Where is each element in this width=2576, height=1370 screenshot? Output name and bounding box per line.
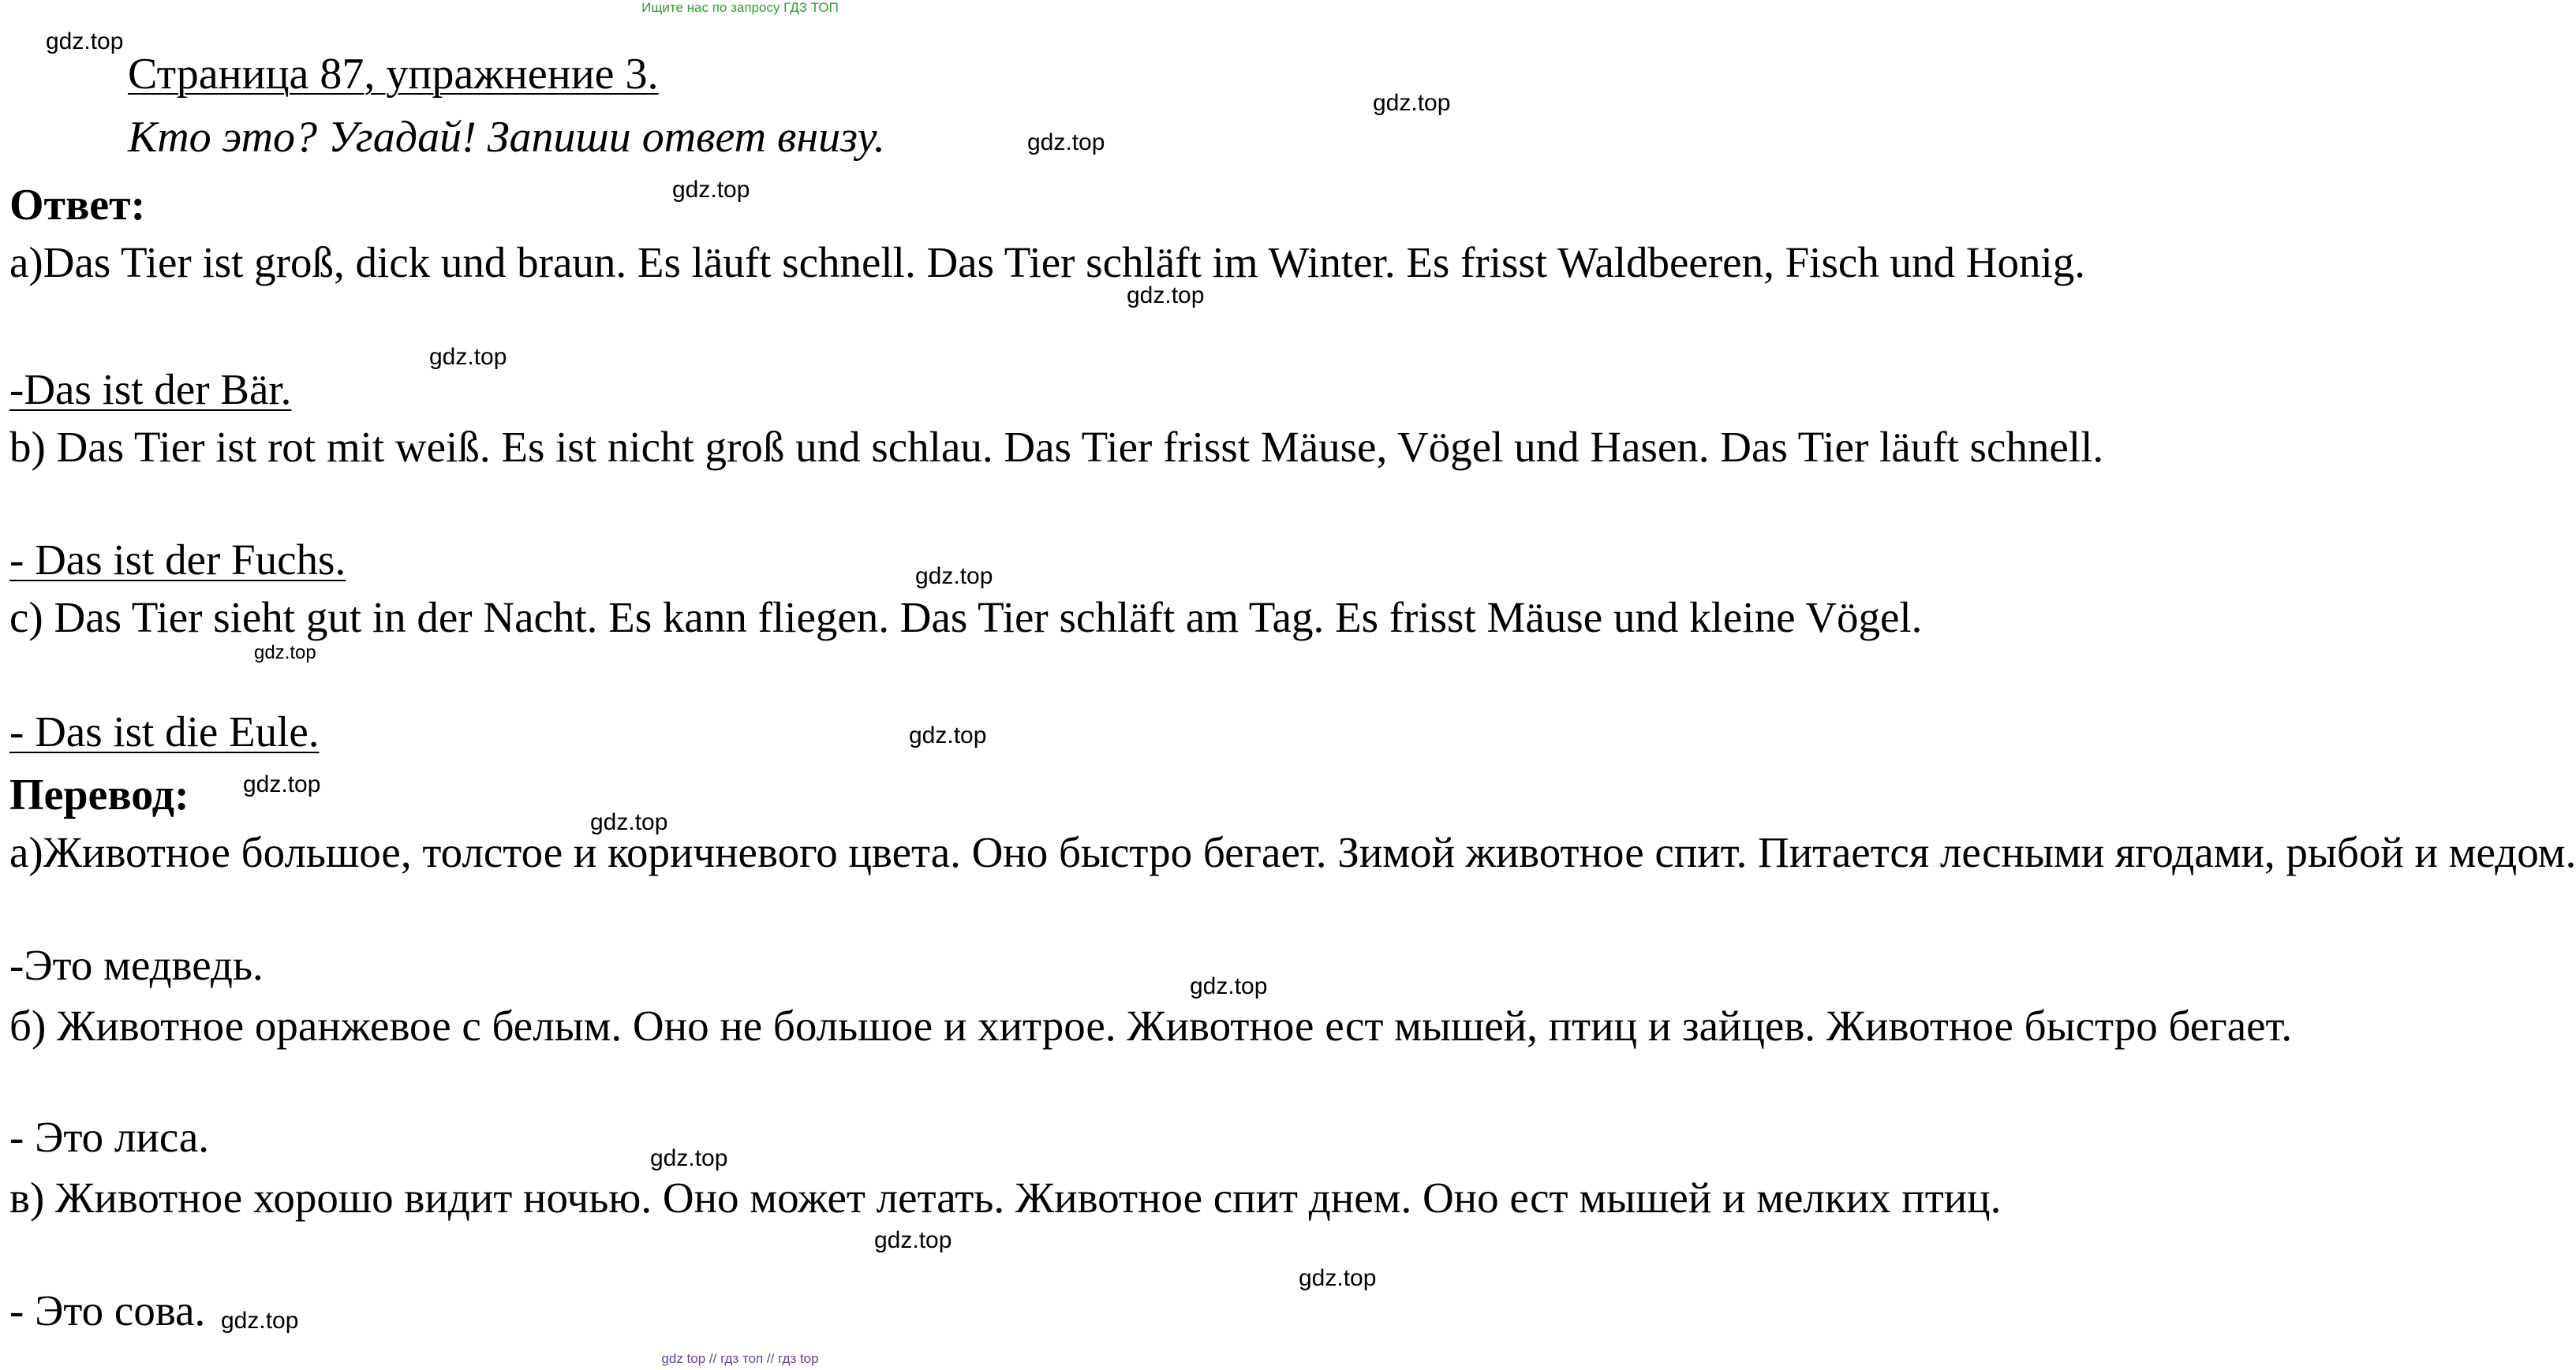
watermark: gdz.top <box>221 1308 299 1334</box>
watermark: gdz.top <box>915 563 993 589</box>
answer-c-solution: - Das ist die Eule. <box>9 707 320 756</box>
watermark: gdz.top <box>1027 129 1105 155</box>
watermark: gdz.top <box>909 722 987 748</box>
watermark: gdz.top <box>1127 282 1205 308</box>
top-banner: Ищите нас по запросу ГДЗ ТОП <box>641 0 839 15</box>
watermark: gdz.top <box>429 344 507 370</box>
answer-c-text: c) Das Tier sieht gut in der Nacht. Es kann fliegen. Das Tier schläft am Tag. Es frisst Mäuse und kleine Vögel. <box>9 593 1923 641</box>
watermark: gdz.top <box>1190 973 1268 999</box>
watermark: gdz.top <box>650 1145 728 1171</box>
answer-heading: Ответ: <box>9 181 146 230</box>
watermark: gdz.top <box>46 28 124 54</box>
watermark: gdz.top <box>1373 90 1451 116</box>
translation-c-text: в) Животное хорошо видит ночью. Оно может летать. Животное спит днем. Оно ест мышей и мелких птиц. <box>9 1174 2002 1222</box>
translation-c-solution: - Это сова. <box>9 1286 206 1335</box>
answer-a-text: a)Das Tier ist groß, dick und braun. Es läuft schnell. Das Tier schläft im Winter. Es frisst Waldbeeren, Fisch und Honig. <box>9 238 2086 286</box>
answer-a-solution: -Das ist der Bär. <box>9 365 292 413</box>
watermark: gdz.top <box>243 771 321 797</box>
answer-b-solution: - Das ist der Fuchs. <box>9 536 346 584</box>
translation-heading: Перевод: <box>9 771 189 819</box>
translation-a-solution: -Это медведь. <box>9 941 264 989</box>
bottom-banner: gdz top // гдз топ // гдз top <box>661 1351 819 1366</box>
watermark: gdz.top <box>590 809 668 835</box>
watermark: gdz.top <box>254 642 316 663</box>
watermark: gdz.top <box>1299 1265 1377 1291</box>
answer-b-text: b) Das Tier ist rot mit weiß. Es ist nicht groß und schlau. Das Tier frisst Mäuse, Vögel und Hasen. Das Tier läuft schnell. <box>9 423 2104 471</box>
watermark: gdz.top <box>672 177 750 203</box>
page-title: Страница 87, упражнение 3. <box>128 50 659 99</box>
translation-b-text: б) Животное оранжевое с белым. Оно не большое и хитрое. Животное ест мышей, птиц и зайцев. Животное быстро бегает. <box>9 1002 2293 1050</box>
translation-b-solution: - Это лиса. <box>9 1113 210 1161</box>
watermark: gdz.top <box>874 1227 952 1253</box>
translation-a-text: а)Животное большое, толстое и коричневого цвета. Оно быстро бегает. Зимой животное спит. Питается лесными ягодами, рыбой и медом. <box>9 828 2576 876</box>
task-instruction: Кто это? Угадай! Запиши ответ внизу. <box>128 113 885 162</box>
